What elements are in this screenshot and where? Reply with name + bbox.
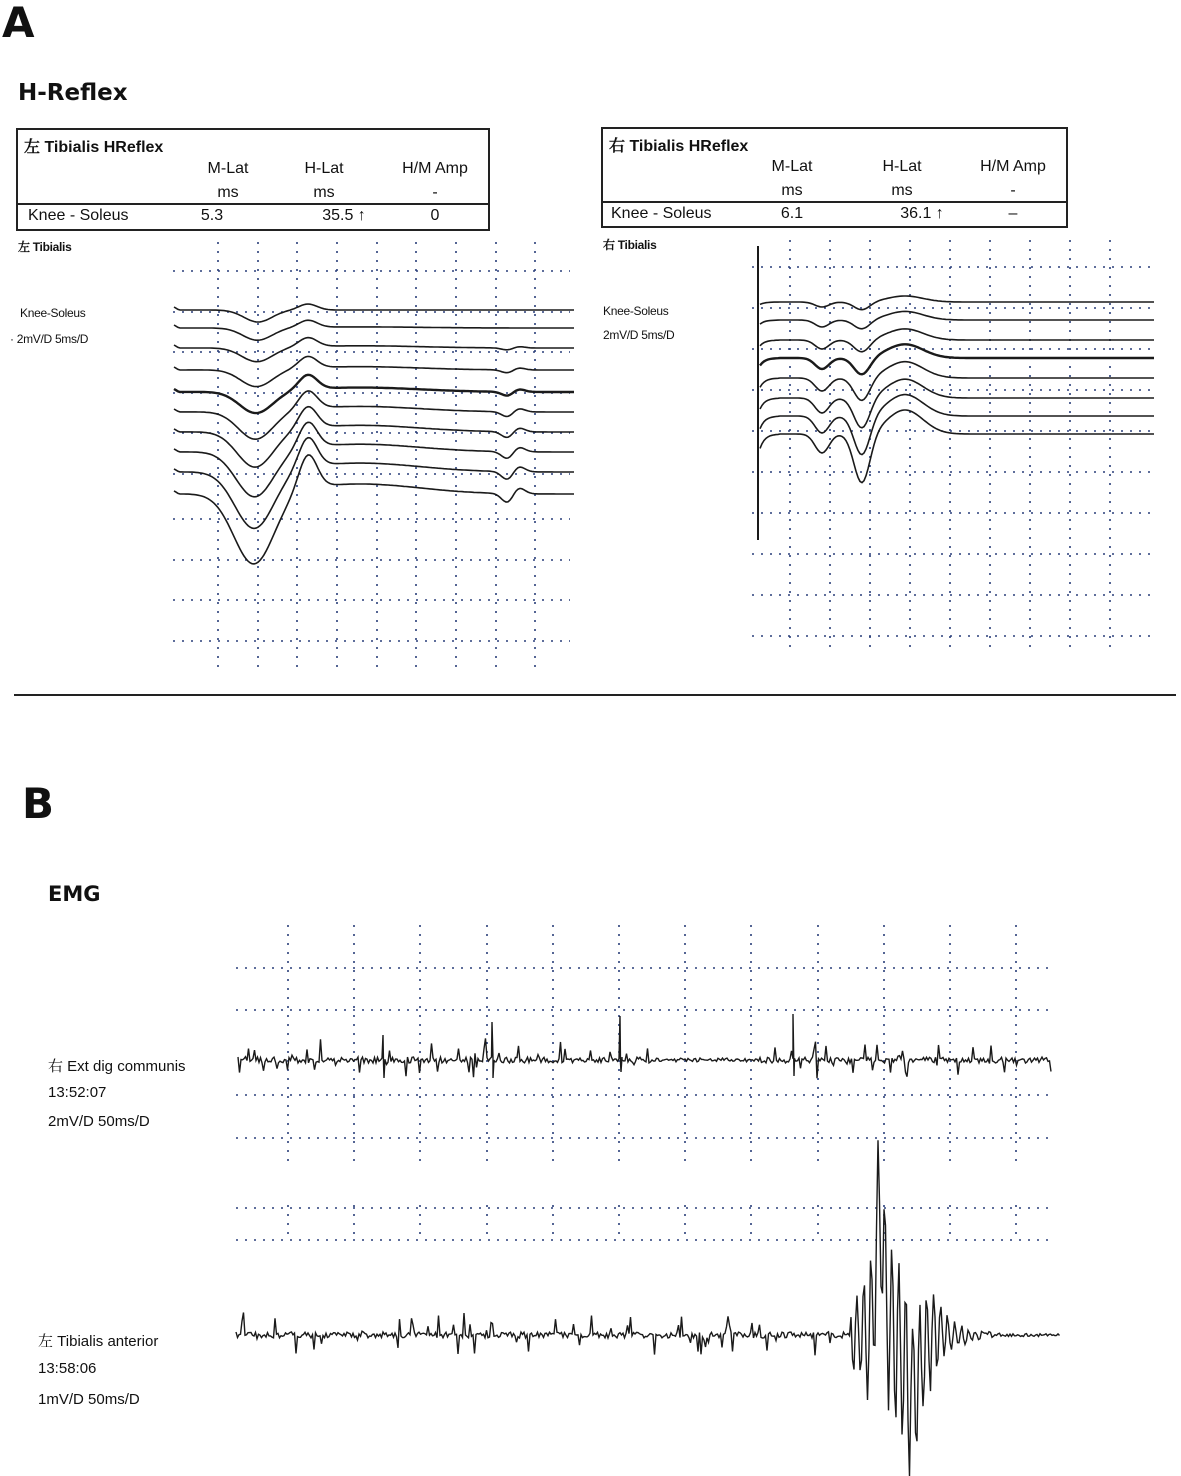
right-row-site: Knee - Soleus xyxy=(611,205,712,222)
right-row-mlat: 6.1 xyxy=(780,205,804,222)
left-scale-label: · 2mV/D 5ms/D xyxy=(10,332,89,346)
left-table-title: 左 Tibialis HReflex xyxy=(24,139,164,156)
emg-trace2-scale: 1mV/D 50ms/D xyxy=(38,1391,140,1408)
panel-a-letter: A xyxy=(2,0,35,47)
left-unit-hmamp: - xyxy=(432,184,438,201)
right-table-title: 右 Tibialis HReflex xyxy=(609,138,749,155)
h-reflex-title: H-Reflex xyxy=(18,80,128,106)
left-row-mlat: 5.3 xyxy=(200,207,224,224)
left-unit-hlat: ms xyxy=(313,184,335,201)
left-unit-mlat: ms xyxy=(217,184,239,201)
left-header-hmamp: H/M Amp xyxy=(402,160,468,177)
left-header-mlat: M-Lat xyxy=(207,160,249,177)
emg-trace1-muscle: 右 Ext dig communis xyxy=(48,1058,186,1075)
left-row-hmamp: 0 xyxy=(430,207,440,224)
emg-trace2-signal xyxy=(236,1140,1060,1476)
left-row-hlat: 35.5 ↑ xyxy=(322,207,366,224)
emg-title: EMG xyxy=(48,882,101,906)
emg-trace1-scale: 2mV/D 50ms/D xyxy=(48,1113,150,1130)
right-header-hlat: H-Lat xyxy=(882,158,922,175)
emg-trace1-time: 13:52:07 xyxy=(48,1084,107,1101)
panel-b-letter: B xyxy=(22,779,55,828)
right-header-hmamp: H/M Amp xyxy=(980,158,1046,175)
emg-trace1-signal xyxy=(238,1014,1051,1078)
left-row-site: Knee - Soleus xyxy=(28,207,129,224)
right-scale-label: 2mV/D 5ms/D xyxy=(603,328,675,342)
right-row-hlat: 36.1 ↑ xyxy=(900,205,944,222)
right-unit-hmamp: - xyxy=(1010,182,1016,199)
right-header-mlat: M-Lat xyxy=(771,158,813,175)
emg-trace2-time: 13:58:06 xyxy=(38,1360,97,1377)
left-header-hlat: H-Lat xyxy=(304,160,344,177)
right-site-label: Knee-Soleus xyxy=(603,304,669,318)
right-unit-mlat: ms xyxy=(781,182,803,199)
emg-trace2-muscle: 左 Tibialis anterior xyxy=(38,1333,159,1350)
left-trace-title: 左 Tibialis xyxy=(18,240,72,254)
right-row-hmamp: – xyxy=(1008,205,1018,222)
left-site-label: Knee-Soleus xyxy=(20,306,86,320)
right-trace-title: 右 Tibialis xyxy=(603,238,657,252)
right-unit-hlat: ms xyxy=(891,182,913,199)
